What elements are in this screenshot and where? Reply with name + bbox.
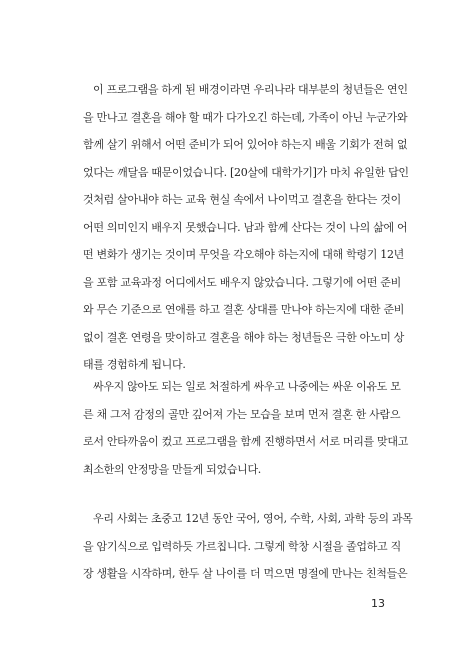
text-line: 었다는 깨달음 때문이었습니다. [20살에 대학가기]가 마치 유일한 답인 — [83, 165, 409, 179]
text-line: 른 채 그저 감정의 골만 깊어져 가는 모습을 보며 먼저 결혼 한 사람으 — [83, 407, 401, 421]
text-line: 와 무슨 기준으로 연애를 하고 결혼 상대를 만나야 하는지에 대한 준비 — [83, 303, 405, 316]
text-line: 태를 경험하게 됩니다. — [83, 358, 186, 371]
text-line: 함께 살기 위해서 어떤 준비가 되어 있어야 하는지 배울 기회가 전혀 없 — [83, 138, 408, 151]
text-line: 이 프로그램을 하게 된 배경이라면 우리나라 대부분의 청년들은 연인 — [93, 83, 408, 96]
text-line: 것처럼 살아내야 하는 교육 현실 속에서 나이먹고 결혼을 한다는 것이 — [83, 193, 401, 206]
text-line: 싸우지 않아도 되는 일로 처절하게 싸우고 나중에는 싸운 이유도 모 — [93, 380, 401, 393]
text-line: 어떤 의미인지 배우지 못했습니다. 남과 함께 산다는 것이 나의 삶에 어 — [83, 220, 408, 234]
text-line: 최소한의 안정망을 만들게 되었습니다. — [83, 462, 262, 476]
text-line: 로서 안타까움이 컸고 프로그램을 함께 진행하면서 서로 머리를 맞대고 — [83, 435, 409, 448]
text-line: 을 만나고 결혼을 해야 할 때가 다가오긴 하는데, 가족이 아닌 누군가와 — [83, 110, 408, 124]
text-line: 우리 사회는 초중고 12년 동안 국어, 영어, 수학, 사회, 과학 등의 과목 — [93, 512, 413, 525]
text-line: 떤 변화가 생기는 것이며 무엇을 각오해야 하는지에 대해 학령기 12년 — [83, 248, 404, 261]
text-line: 을 암기식으로 입력하듯 가르칩니다. 그렇게 학창 시절을 졸업하고 직 — [83, 539, 401, 553]
text-line: 없이 결혼 연령을 맞이하고 결혼을 해야 하는 청년들은 극한 아노미 상 — [83, 330, 405, 344]
text-line: 장 생활을 시작하며, 한두 살 나이를 더 먹으면 명절에 만나는 친척들은 — [83, 567, 408, 580]
paragraph-3 — [83, 505, 413, 588]
paragraph-1 — [83, 76, 409, 379]
page-number: 13 — [371, 597, 385, 610]
text-line: 을 포함 교육과정 어디에서도 배우지 않았습니다. 그렇기에 어떤 준비 — [83, 275, 401, 289]
paragraph-2 — [83, 373, 409, 483]
